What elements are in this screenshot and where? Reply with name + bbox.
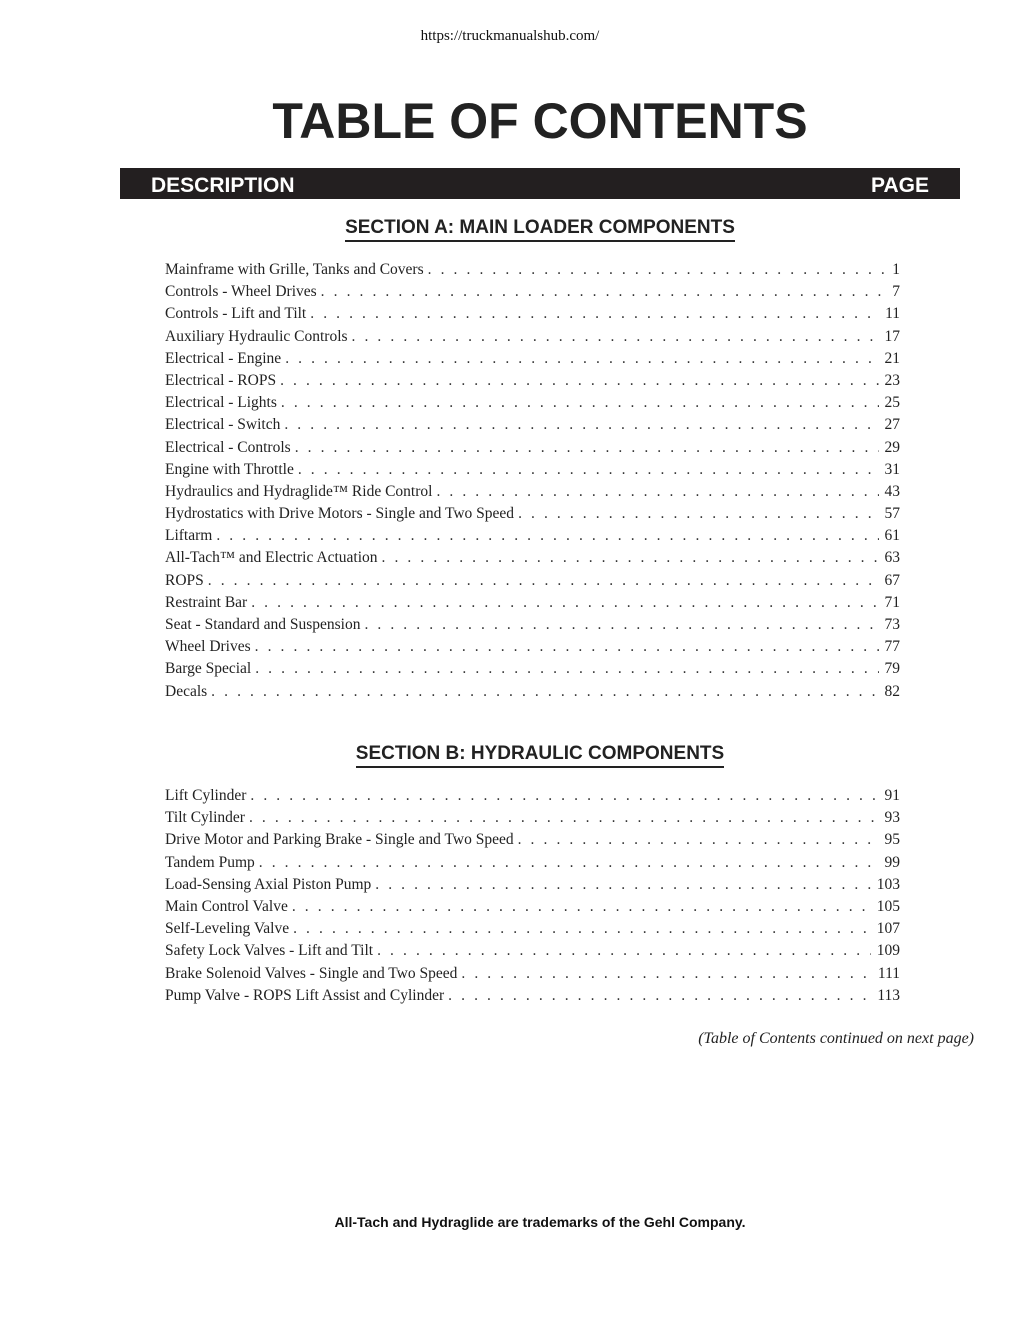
toc-entry-page: 107 [876,920,900,938]
toc-entry-label: Hydraulics and Hydraglide™ Ride Control [165,482,433,500]
toc-entry-page: 25 [884,394,900,412]
toc-entry-label: Brake Solenoid Valves - Single and Two Speed [165,964,458,982]
toc-entry-page: 109 [876,942,900,960]
page-url: https://truckmanualshub.com/ [420,28,600,44]
section-a-heading-text: SECTION A: MAIN LOADER COMPONENTS [345,217,735,242]
toc-entry-label: Hydrostatics with Drive Motors - Single and Two Speed [165,505,515,523]
toc-entry[interactable] [165,614,900,636]
toc-entry-label: Liftarm [165,527,213,545]
toc-entry[interactable] [165,985,900,1007]
toc-entry-page: 93 [884,809,900,827]
dot-leader [375,874,871,896]
dot-leader [382,547,879,569]
dot-leader [364,614,878,636]
dot-leader [461,963,872,985]
page-column-header: PAGE [871,174,929,197]
toc-entry[interactable] [165,918,900,940]
dot-leader [251,592,878,614]
toc-entry[interactable] [165,658,900,680]
dot-leader [518,503,878,525]
toc-entry[interactable] [165,392,900,414]
toc-entry[interactable] [165,281,900,303]
toc-entry-label: Electrical - Controls [165,438,291,456]
toc-entry[interactable] [165,547,900,569]
dot-leader [250,785,878,807]
section-a-entries [165,259,900,703]
toc-entry[interactable] [165,326,900,348]
toc-entry[interactable] [165,370,900,392]
dot-leader [436,481,878,503]
toc-entry[interactable] [165,636,900,658]
toc-entry[interactable] [165,303,900,325]
toc-entry-page: 113 [877,986,900,1004]
dot-leader [518,829,879,851]
dot-leader [216,525,878,547]
toc-entry-label: All-Tach™ and Electric Actuation [165,549,378,567]
toc-entry-page: 7 [892,283,900,301]
toc-entry-page: 23 [884,371,900,389]
toc-entry-label: Barge Special [165,660,252,678]
toc-entry-page: 63 [884,549,900,567]
dot-leader [211,681,878,703]
toc-entry-page: 67 [884,571,900,589]
column-header-bar [120,168,960,199]
dot-leader [428,259,887,281]
dot-leader [352,326,879,348]
dot-leader [259,852,879,874]
toc-entry-page: 91 [884,787,900,804]
dot-leader [298,459,879,481]
toc-entry[interactable] [165,681,900,703]
toc-entry-label: Electrical - ROPS [165,371,277,389]
toc-entry[interactable] [165,963,900,985]
dot-leader [208,570,879,592]
toc-entry-label: Self-Leveling Valve [165,920,290,938]
toc-entry[interactable] [165,807,900,829]
dot-leader [310,303,879,325]
toc-entry[interactable] [165,874,900,896]
toc-entry[interactable] [165,481,900,503]
toc-entry-label: Electrical - Switch [165,416,281,434]
dot-leader [255,658,878,680]
toc-entry-label: Tilt Cylinder [165,809,245,827]
toc-entry-label: Seat - Standard and Suspension [165,616,361,633]
toc-entry-page: 29 [884,438,900,456]
section-b-entries [165,785,900,1007]
toc-entry[interactable] [165,525,900,547]
toc-entry-label: Main Control Valve [165,897,288,915]
dot-leader [284,414,878,436]
toc-entry-page: 27 [884,416,900,434]
toc-entry-page: 111 [877,964,900,982]
toc-entry-page: 82 [884,682,900,700]
toc-entry-page: 57 [884,505,900,523]
dot-leader [448,985,871,1007]
dot-leader [280,370,878,392]
toc-entry[interactable] [165,592,900,614]
toc-entry[interactable] [165,785,900,807]
toc-entry[interactable] [165,414,900,436]
dot-leader [249,807,879,829]
toc-entry[interactable] [165,940,900,962]
toc-entry-label: Electrical - Engine [165,349,282,367]
dot-leader [292,896,871,918]
dot-leader [377,940,871,962]
toc-entry[interactable] [165,570,900,592]
toc-entry-page: 61 [884,527,900,545]
section-a-heading [0,217,1020,242]
toc-entry-label: Drive Motor and Parking Brake - Single and Two Speed [165,831,514,849]
toc-entry-label: Tandem Pump [165,853,255,871]
description-column-header: DESCRIPTION [151,174,295,197]
toc-entry-label: Lift Cylinder [165,787,247,804]
page-title: TABLE OF CONTENTS [272,93,808,149]
toc-entry-label: Restraint Bar [165,593,248,611]
section-b-heading-text: SECTION B: HYDRAULIC COMPONENTS [356,743,724,768]
toc-entry-label: Engine with Throttle [165,460,294,478]
toc-entry-page: 11 [885,305,900,323]
dot-leader [281,392,879,414]
toc-entry-page: 79 [884,660,900,678]
dot-leader [295,437,879,459]
toc-entry[interactable] [165,896,900,918]
toc-entry-page: 99 [884,853,900,871]
toc-entry[interactable] [165,459,900,481]
toc-entry-label: ROPS [165,571,204,589]
toc-entry-page: 17 [884,327,900,345]
dot-leader [293,918,871,940]
toc-entry-label: Controls - Lift and Tilt [165,305,307,323]
dot-leader [285,348,878,370]
toc-entry-label: Safety Lock Valves - Lift and Tilt [165,942,374,960]
toc-entry[interactable] [165,852,900,874]
toc-entry-page: 43 [884,482,900,500]
toc-entry-label: Mainframe with Grille, Tanks and Covers [165,261,424,278]
toc-entry-label: Load-Sensing Axial Piston Pump [165,875,372,893]
toc-entry[interactable] [165,437,900,459]
toc-entry-label: Auxiliary Hydraulic Controls [165,327,348,345]
toc-entry-page: 105 [876,897,900,915]
toc-entry-label: Wheel Drives [165,638,251,656]
toc-entry-page: 73 [884,616,900,633]
toc-entry-label: Controls - Wheel Drives [165,283,317,301]
dot-leader [321,281,887,303]
trademark-footer: All-Tach and Hydraglide are trademarks of the Gehl Company. [334,1214,746,1230]
continued-note: (Table of Contents continued on next page) [698,1030,974,1047]
toc-entry[interactable] [165,348,900,370]
toc-entry-label: Pump Valve - ROPS Lift Assist and Cylinder [165,986,445,1004]
toc-entry-page: 95 [884,831,900,849]
toc-entry[interactable] [165,259,900,281]
toc-entry-page: 1 [892,261,900,278]
toc-entry[interactable] [165,829,900,851]
toc-entry-page: 103 [876,875,900,893]
toc-entry-label: Decals [165,682,208,700]
toc-entry-label: Electrical - Lights [165,394,277,412]
section-b-heading [0,743,1020,768]
toc-entry-page: 71 [884,593,900,611]
toc-entry-page: 77 [884,638,900,656]
toc-entry[interactable] [165,503,900,525]
toc-entry-page: 31 [884,460,900,478]
dot-leader [255,636,879,658]
toc-entry-page: 21 [884,349,900,367]
